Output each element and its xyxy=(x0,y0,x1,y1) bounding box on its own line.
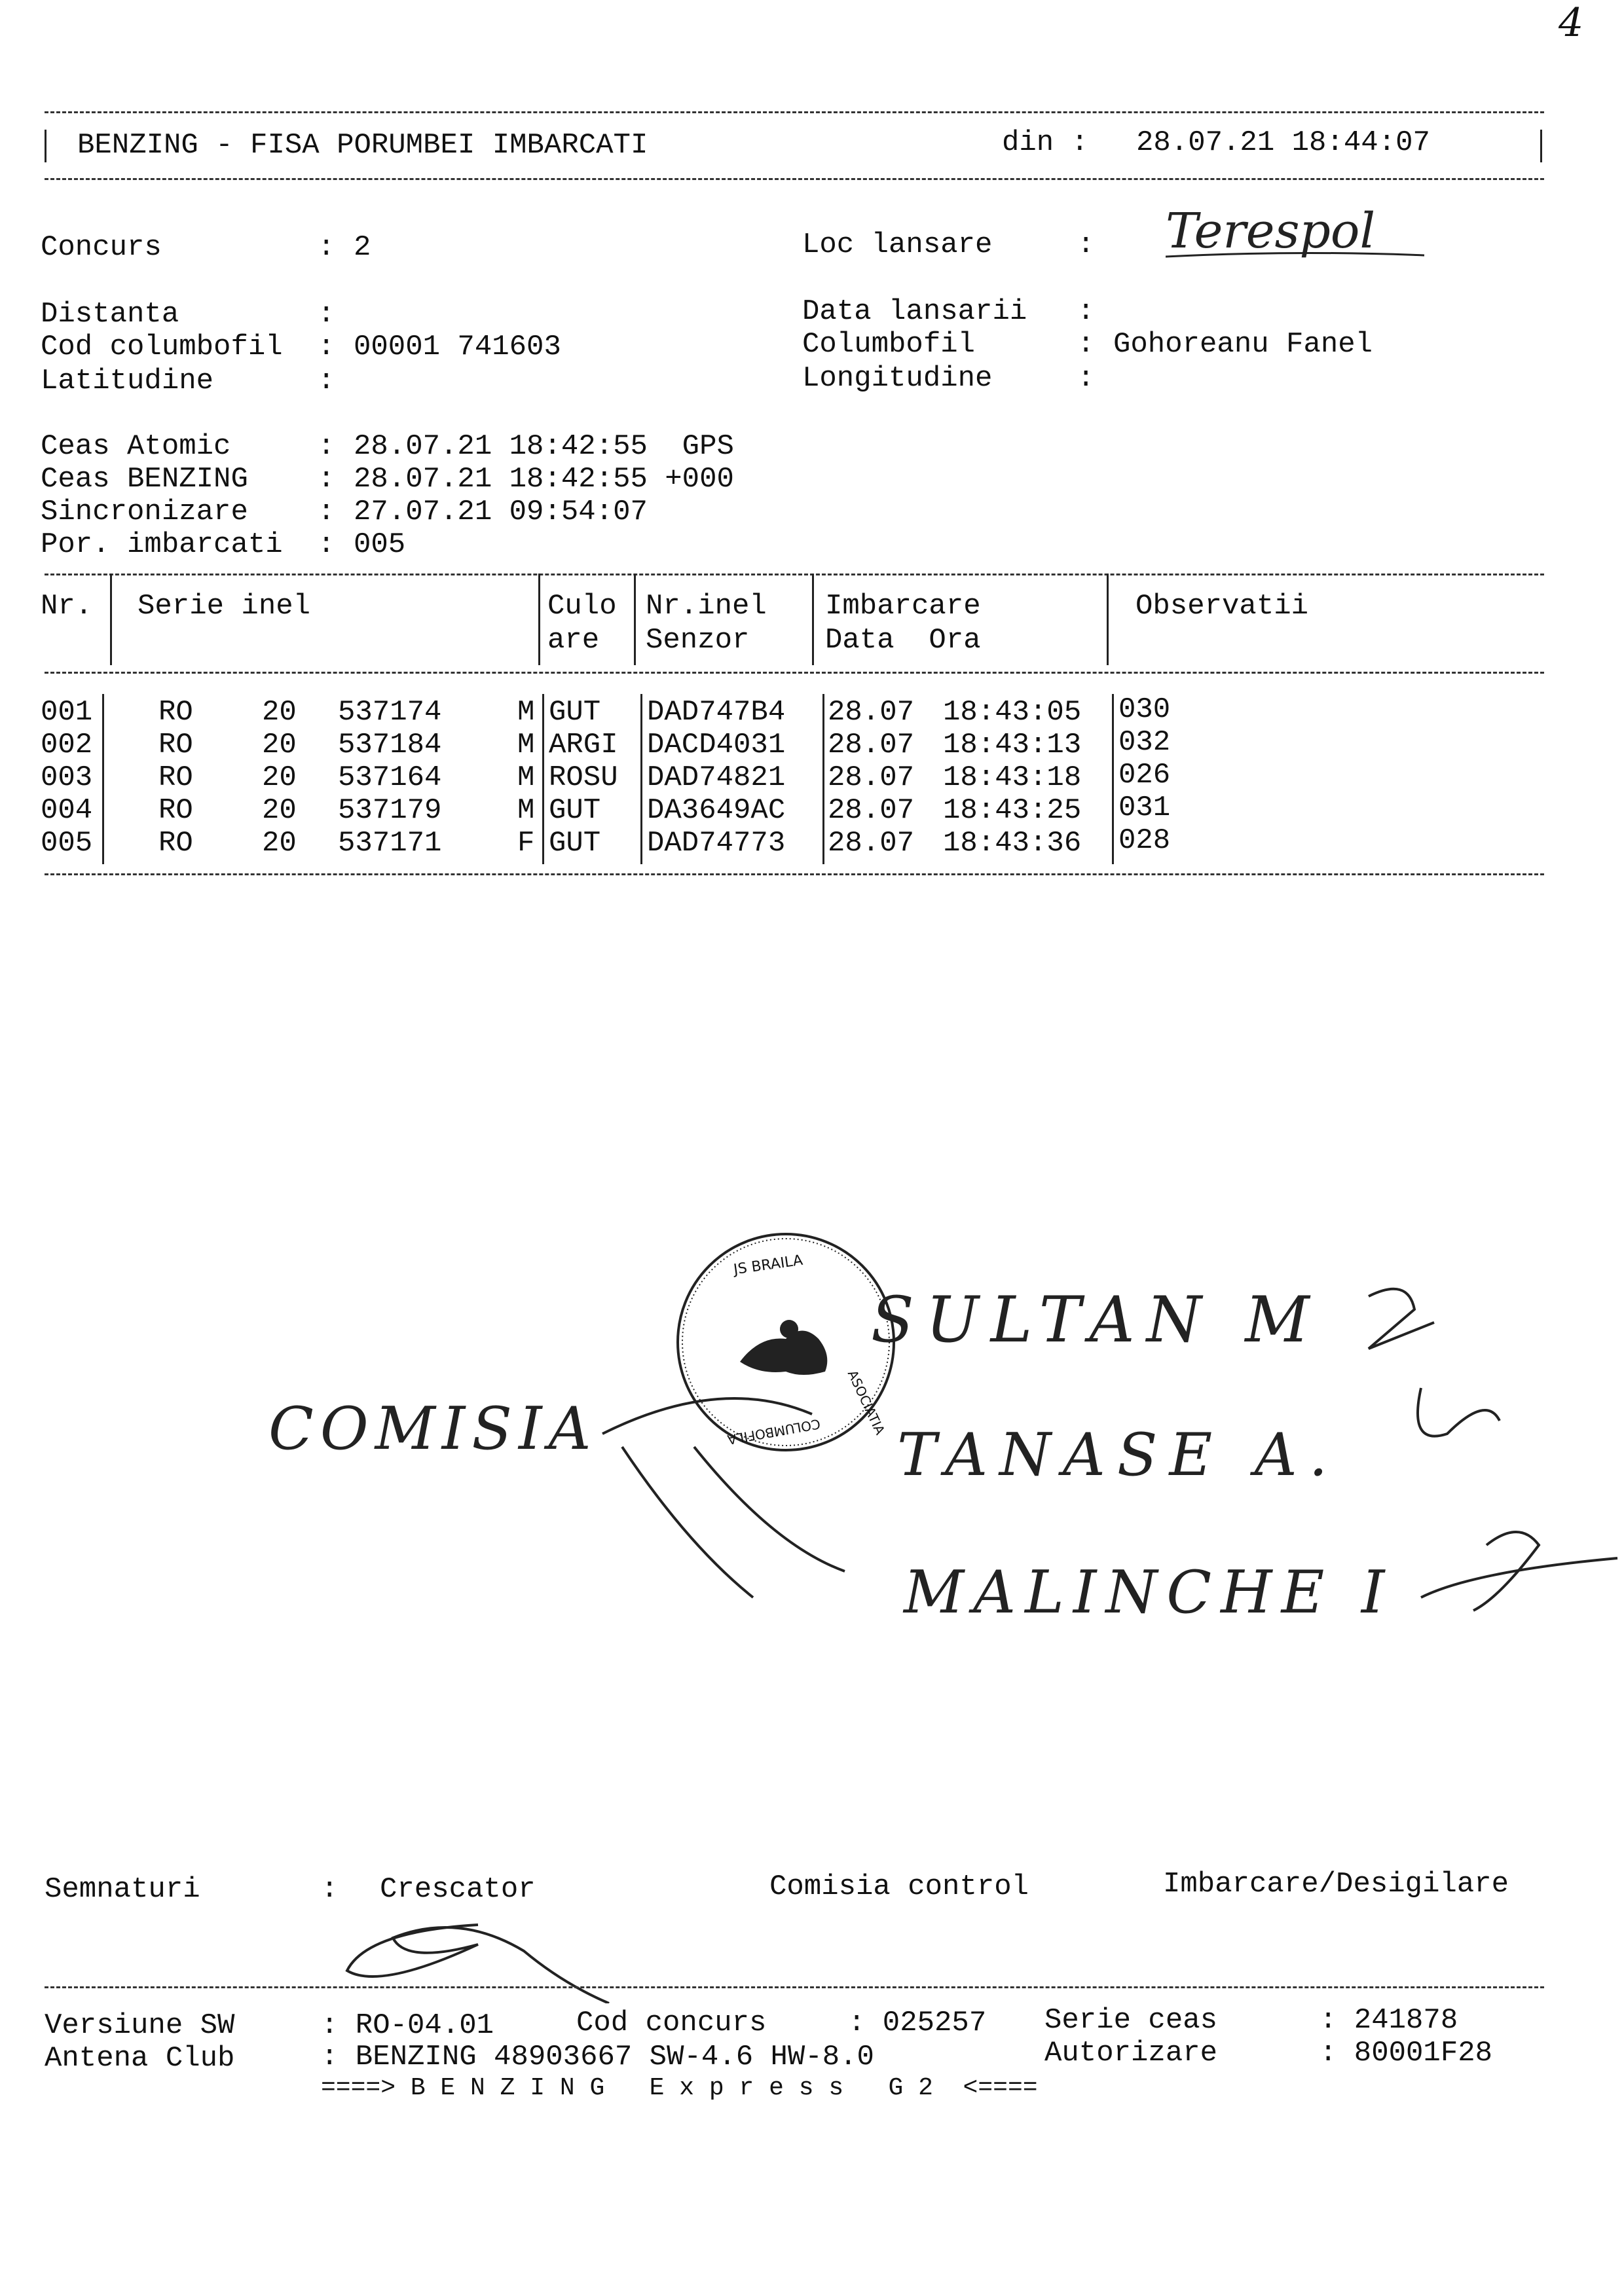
row-nr: 002 xyxy=(41,729,93,761)
table-top-border xyxy=(45,574,1544,575)
ceas-benzing-label: Ceas BENZING xyxy=(41,463,248,496)
sincronizare-sep: : xyxy=(318,496,335,528)
handwritten-name-1: SULTAN M xyxy=(871,1283,1321,1357)
table-col-sep xyxy=(102,694,104,864)
row-obs: 030 xyxy=(1118,693,1171,726)
row-obs: 031 xyxy=(1118,792,1171,824)
row-inel: 537184 xyxy=(338,729,442,761)
row-senzor: DA3649AC xyxy=(647,794,786,827)
sincronizare-label: Sincronizare xyxy=(41,496,248,528)
row-tara: RO xyxy=(158,761,193,794)
serie-ceas-value: : 241878 xyxy=(1320,2004,1458,2037)
signature-comisia-label: Comisia control xyxy=(769,1870,1029,1903)
table-col-sep xyxy=(538,574,540,665)
row-sex: M xyxy=(517,761,535,794)
row-senzor: DAD74821 xyxy=(647,761,786,794)
table-bottom-border xyxy=(45,873,1544,875)
row-ora: 18:43:13 xyxy=(943,729,1082,761)
table-col-sep xyxy=(822,694,824,864)
row-ora: 18:43:05 xyxy=(943,696,1082,729)
signature-imbarcare-label: Imbarcare/Desigilare xyxy=(1163,1868,1509,1901)
header-left-border xyxy=(45,130,46,162)
header-bottom-border xyxy=(45,178,1544,180)
cod-columbofil-value: 00001 741603 xyxy=(354,331,561,363)
row-ora: 18:43:18 xyxy=(943,761,1082,794)
ceas-atomic-value: 28.07.21 18:42:55 GPS xyxy=(354,430,734,463)
distanta-label: Distanta xyxy=(41,298,179,331)
columbofil-label: Columbofil xyxy=(802,328,976,361)
row-nr: 003 xyxy=(41,761,93,794)
table-col-sep xyxy=(640,694,642,864)
row-sex: M xyxy=(517,729,535,761)
row-inel: 537164 xyxy=(338,761,442,794)
stamp-text-top: JS BRAILA xyxy=(732,1252,804,1279)
antena-club-label: Antena Club xyxy=(45,2042,235,2075)
handwritten-name-2: TANASE A. xyxy=(897,1421,1340,1489)
por-imbarcati-label: Por. imbarcati xyxy=(41,528,283,561)
table-col-sep xyxy=(1107,574,1109,665)
versiune-sw-label: Versiune SW xyxy=(45,2009,235,2042)
row-inel: 537174 xyxy=(338,696,442,729)
row-senzor: DAD74773 xyxy=(647,827,786,860)
row-nr: 001 xyxy=(41,696,93,729)
row-obs: 028 xyxy=(1118,824,1171,857)
row-nr: 005 xyxy=(41,827,93,860)
col-header-nrinel: Nr.inel xyxy=(646,590,767,623)
col-header-serie: Serie inel xyxy=(138,590,311,623)
ceas-benzing-value: 28.07.21 18:42:55 +000 xyxy=(354,463,734,496)
document-title: BENZING - FISA PORUMBEI IMBARCATI xyxy=(77,129,648,162)
row-tara: RO xyxy=(158,794,193,827)
cod-columbofil-sep: : xyxy=(318,331,335,363)
col-header-senzor: Senzor xyxy=(646,624,750,657)
row-sex: M xyxy=(517,794,535,827)
ceas-benzing-sep: : xyxy=(318,463,335,496)
row-senzor: DAD747B4 xyxy=(647,696,786,729)
loc-lansare-label: Loc lansare xyxy=(802,228,993,261)
autorizare-value: : 80001F28 xyxy=(1320,2037,1493,2069)
latitudine-sep: : xyxy=(318,365,335,397)
row-obs: 032 xyxy=(1118,726,1171,759)
versiune-sw-value: : RO-04.01 xyxy=(321,2009,494,2042)
latitudine-label: Latitudine xyxy=(41,365,214,397)
cod-concurs-label: Cod concurs xyxy=(576,2007,767,2039)
table-header-border xyxy=(45,672,1544,674)
table-col-sep xyxy=(1112,694,1114,864)
table-col-sep xyxy=(812,574,814,665)
row-an: 20 xyxy=(262,827,297,860)
concurs-value: 2 xyxy=(354,231,371,264)
antena-club-value: : BENZING 48903667 SW-4.6 HW-8.0 xyxy=(321,2041,874,2073)
cod-columbofil-label: Cod columbofil xyxy=(41,331,283,363)
longitudine-label: Longitudine xyxy=(802,362,993,395)
row-senzor: DACD4031 xyxy=(647,729,786,761)
data-lansarii-label: Data lansarii xyxy=(802,295,1027,328)
distanta-sep: : xyxy=(318,298,335,331)
page-number-mark: 4 xyxy=(1559,0,1584,46)
row-tara: RO xyxy=(158,827,193,860)
serie-ceas-label: Serie ceas xyxy=(1044,2004,1218,2037)
row-data: 28.07 xyxy=(828,761,915,794)
col-header-culoare-2: are xyxy=(547,624,600,657)
row-data: 28.07 xyxy=(828,794,915,827)
table-col-sep xyxy=(110,574,112,665)
columbofil-sep: : xyxy=(1077,328,1095,361)
row-ora: 18:43:25 xyxy=(943,794,1082,827)
concurs-label: Concurs xyxy=(41,231,162,264)
row-culoare: GUT xyxy=(549,827,601,860)
row-an: 20 xyxy=(262,761,297,794)
row-data: 28.07 xyxy=(828,729,915,761)
din-value: 28.07.21 18:44:07 xyxy=(1136,126,1430,159)
sincronizare-value: 27.07.21 09:54:07 xyxy=(354,496,648,528)
loc-lansare-value: Terespol xyxy=(1166,203,1376,259)
semnaturi-label: Semnaturi xyxy=(45,1873,200,1906)
row-tara: RO xyxy=(158,696,193,729)
por-imbarcati-value: 005 xyxy=(354,528,406,561)
ceas-atomic-sep: : xyxy=(318,430,335,463)
signature-crescator-label: Crescator xyxy=(380,1873,536,1906)
row-an: 20 xyxy=(262,794,297,827)
row-an: 20 xyxy=(262,696,297,729)
row-inel: 537171 xyxy=(338,827,442,860)
ceas-atomic-label: Ceas Atomic xyxy=(41,430,231,463)
por-imbarcati-sep: : xyxy=(318,528,335,561)
row-nr: 004 xyxy=(41,794,93,827)
cod-concurs-value: : 025257 xyxy=(848,2007,987,2039)
col-header-culoare: Culo xyxy=(547,590,617,623)
row-culoare: ROSU xyxy=(549,761,618,794)
loc-lansare-sep: : xyxy=(1077,228,1095,261)
semnaturi-sep: : xyxy=(321,1873,339,1906)
col-header-imbarcare: Imbarcare xyxy=(825,590,981,623)
row-sex: M xyxy=(517,696,535,729)
row-sex: F xyxy=(517,827,535,860)
stamp-text-bottom: COLUMBOFILA xyxy=(726,1415,822,1448)
handwritten-comisia: COMISIA xyxy=(268,1394,598,1463)
header-top-border xyxy=(45,111,1544,113)
row-inel: 537179 xyxy=(338,794,442,827)
row-culoare: GUT xyxy=(549,696,601,729)
autorizare-label: Autorizare xyxy=(1044,2037,1218,2069)
row-culoare: ARGI xyxy=(549,729,618,761)
stamp-text-right: ASOCIATIA xyxy=(844,1367,889,1438)
row-culoare: GUT xyxy=(549,794,601,827)
header-right-border xyxy=(1540,130,1542,162)
data-lansarii-sep: : xyxy=(1077,295,1095,328)
footer-top-border xyxy=(45,1986,1544,1988)
loc-lansare-underline xyxy=(1166,249,1428,262)
row-obs: 026 xyxy=(1118,759,1171,792)
longitudine-sep: : xyxy=(1077,362,1095,395)
col-header-observatii: Observatii xyxy=(1135,590,1309,623)
columbofil-value: Gohoreanu Fanel xyxy=(1113,328,1373,361)
col-header-data-ora: Data Ora xyxy=(825,624,981,657)
col-header-nr: Nr. xyxy=(41,590,93,623)
handwritten-name-3: MALINCHE I xyxy=(904,1558,1394,1627)
row-tara: RO xyxy=(158,729,193,761)
row-data: 28.07 xyxy=(828,696,915,729)
table-col-sep xyxy=(542,694,544,864)
din-label: din : xyxy=(1002,126,1089,159)
table-col-sep xyxy=(634,574,636,665)
benzing-banner: ====> B E N Z I N G E x p r e s s G 2 <==== xyxy=(321,2074,1038,2102)
row-ora: 18:43:36 xyxy=(943,827,1082,860)
row-an: 20 xyxy=(262,729,297,761)
concurs-sep: : xyxy=(318,231,335,264)
row-data: 28.07 xyxy=(828,827,915,860)
